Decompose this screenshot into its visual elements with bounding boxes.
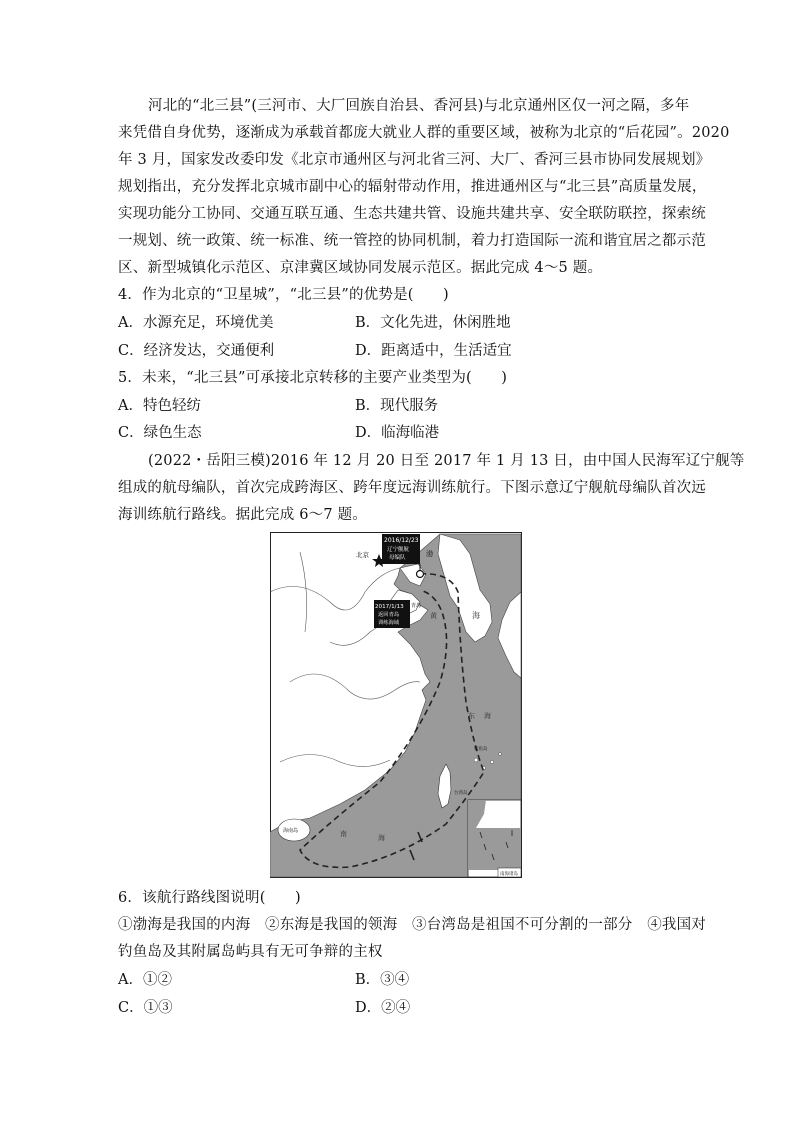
label-diaoyu: 钓鱼岛 [474,747,488,752]
label-huanghai-2: 海 [472,611,480,620]
option-c[interactable]: C．①③ [118,1000,173,1016]
route-map [270,532,522,878]
label-beijing: 北京 [356,551,369,559]
passage-1-line: 实现功能分工协同、交通互联互通、生态共建共管、设施共建共享、安全联防联控，探索统 [118,206,706,222]
start-marker [417,571,424,578]
svg-text:2016/12/23: 2016/12/23 [384,537,419,544]
passage-1-line: 来凭借自身优势，逐渐成为承载首都庞大就业人群的重要区域，被称为北京的“后花园”。2020 [118,125,730,141]
svg-text:2017/1/13: 2017/1/13 [375,604,404,610]
option-b[interactable]: B．③④ [355,972,410,988]
question-stem: 6．该航行路线图说明( ) [118,890,301,906]
option-c[interactable]: C．经济发达，交通便利 [118,343,275,359]
inset-map [468,800,521,877]
option-a[interactable]: A．水源充足，环境优美 [118,315,274,331]
question-stem: 5．未来，“北三县”可承接北京转移的主要产业类型为( ) [118,370,508,386]
svg-text:辽宁舰航: 辽宁舰航 [387,547,410,553]
svg-text:训练海域: 训练海域 [378,620,400,626]
label-qingdao: 青岛 [411,603,422,609]
option-d[interactable]: D．距离适中，生活适宜 [355,343,512,359]
passage-1-line: 年 3 月，国家发改委印发《北京市通州区与河北省三河、大厂、香河三县市协同发展规划》 [118,152,711,168]
option-d[interactable]: D．临海临港 [355,425,440,441]
option-a[interactable]: A．特色轻纺 [118,398,201,414]
svg-text:返回青岛: 返回青岛 [378,612,400,618]
passage-1-line: 区、新型城镇化示范区、京津冀区域协同发展示范区。据此完成 4～5 题。 [118,260,603,276]
option-b[interactable]: B．现代服务 [355,398,439,414]
label-bohai: 渤 [426,550,433,558]
question-stem: 4．作为北京的“卫星城”，“北三县”的优势是( ) [118,287,449,303]
label-huanghai-1: 黄 [430,612,437,620]
label-donghai-2: 海 [484,712,491,720]
option-b[interactable]: B．文化先进，休闲胜地 [355,315,511,331]
passage-1-line: 河北的“北三县”(三河市、大厂回族自治县、香河县)与北京通州区仅一河之隔，多年 [148,98,690,114]
label-donghai-1: 东 [468,712,475,720]
label-nanhai-2: 海 [378,834,385,842]
option-c[interactable]: C．绿色生态 [118,425,202,441]
passage-2-line: 组成的航母编队，首次完成跨海区、跨年度远海训练航行。下图示意辽宁舰航母编队首次远 [118,480,706,496]
svg-text:母编队: 母编队 [389,555,406,561]
question-items: 钓鱼岛及其附属岛屿具有无可争辩的主权 [118,944,383,960]
passage-2-line: (2022・岳阳三模)2016 年 12 月 20 日至 2017 年 1 月 13 日，由中国人民海军辽宁舰等 [148,453,745,469]
passage-1-line: 一规划、统一政策、统一标准、统一管控的协同机制，着力打造国际一流和谐宜居之都示范 [118,233,706,249]
label-nanhai-1: 南 [340,830,347,838]
label-hainan: 海南岛 [283,828,299,834]
label-taiwan: 台湾岛 [454,791,468,796]
question-items: ①渤海是我国的内海 ②东海是我国的领海 ③台湾岛是祖国不可分割的一部分 ④我国对 [118,917,706,933]
option-a[interactable]: A．①② [118,972,172,988]
option-d[interactable]: D．②④ [355,1000,411,1016]
callout-2 [374,600,410,628]
passage-1-line: 规划指出，充分发挥北京城市副中心的辐射带动作用，推进通州区与“北三县”高质量发展， [118,179,707,195]
passage-2-line: 海训练航行路线。据此完成 6～7 题。 [118,507,367,523]
label-inset: 南海诸岛 [500,872,518,877]
